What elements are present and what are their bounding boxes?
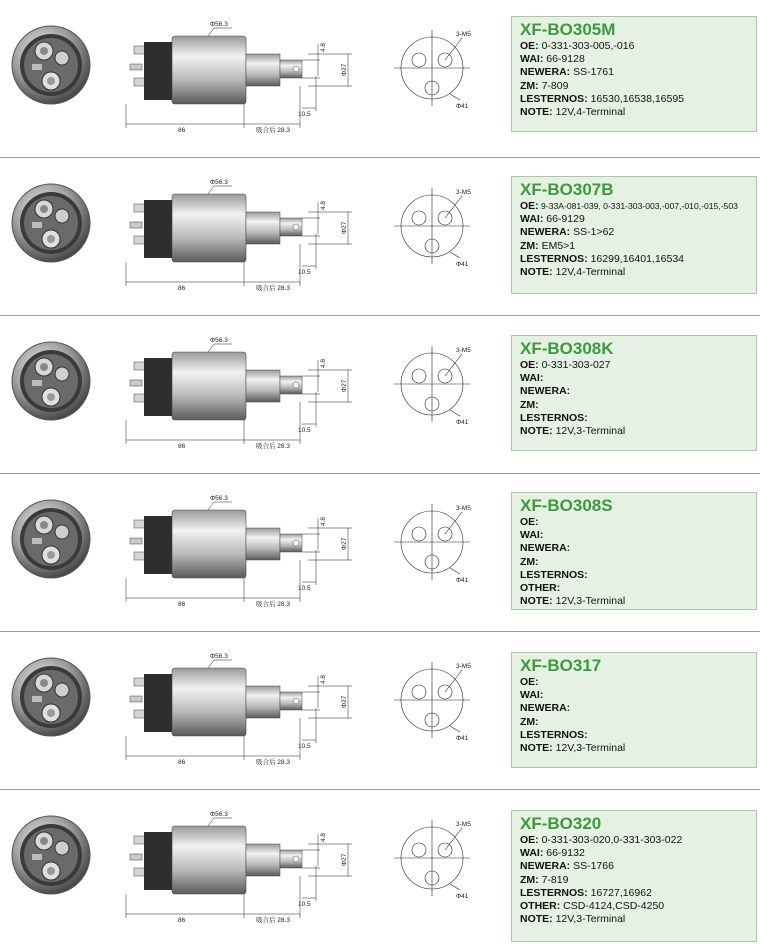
dim-flange: Φ27 [341,537,348,550]
dim-body-diameter: Φ56.3 [210,653,228,660]
spec-lesternos [520,729,756,742]
dim-plunger: 4.8 [320,674,327,684]
spec-label: NEWERA: [520,702,571,715]
spec-newera [520,702,756,715]
spec-label: NOTE: [520,106,553,119]
spec-value: 9-33A-081-039, 0-331-303-003,-007,-010,-015,-503 [538,201,738,211]
spec-value: 12V,4-Terminal [552,106,626,119]
spec-label: NEWERA: [520,66,571,79]
dim-pcd: Φ41 [456,419,469,426]
spec-oe [520,676,756,689]
dim-body-diameter: Φ56.3 [210,495,228,502]
spec-value: 0-331-303-027 [538,359,611,371]
product-info-box [511,176,757,294]
dim-stroke: 吸合后 28.3 [256,917,290,924]
spec-newera [520,385,756,398]
spec-label: ZM: [520,79,539,92]
spec-newera [520,860,756,873]
spec-zm [520,556,756,569]
spec-lesternos [520,93,756,106]
product-info-box [511,335,757,451]
spec-label: OE: [520,676,539,688]
spec-note [520,266,756,279]
spec-label: ZM: [520,715,539,728]
terminal-layout-diagram [392,648,474,748]
dim-flange: Φ27 [341,379,348,392]
product-row [0,158,760,316]
product-info-box [511,492,757,610]
spec-wai [520,847,756,860]
solenoid-side-drawing [120,174,360,296]
dim-holes: 3-M5 [456,31,471,38]
dim-tip: 10.5 [298,743,311,750]
dim-plunger: 4.8 [320,832,327,842]
spec-value: 16727,16962 [587,886,652,899]
spec-other [520,900,756,913]
spec-label: ZM: [520,555,539,568]
dim-flange: Φ27 [341,853,348,866]
dim-pcd: Φ41 [456,103,469,110]
dim-holes: 3-M5 [456,189,471,196]
spec-label: ZM: [520,398,539,411]
dim-flange: Φ27 [341,221,348,234]
spec-value: SS-1>62 [570,226,615,239]
spec-label: NOTE: [520,425,553,438]
spec-label: OE: [520,516,539,528]
spec-label: OE: [520,200,539,212]
spec-note [520,425,756,438]
spec-label: NEWERA: [520,542,571,555]
dim-body-diameter: Φ56.3 [210,811,228,818]
model-number: XF-BO317 [520,656,602,675]
spec-oe [520,200,756,213]
dim-length: 86 [178,917,186,924]
dim-stroke: 吸合后 28.3 [256,127,290,134]
spec-value: 12V,3-Terminal [552,425,626,438]
spec-label: LESTERNOS: [520,886,588,899]
dim-pcd: Φ41 [456,735,469,742]
spec-label: OE: [520,359,539,371]
spec-label: WAI: [520,529,544,542]
spec-list [520,516,756,608]
spec-label: NOTE: [520,266,553,279]
spec-value: 12V,3-Terminal [552,742,626,755]
spec-value: 0-331-303-020,0-331-303-022 [538,834,683,846]
solenoid-side-drawing [120,16,360,138]
solenoid-side-drawing [120,806,360,928]
spec-newera [520,226,756,239]
spec-list [520,40,756,119]
dim-tip: 10.5 [298,901,311,908]
dim-length: 86 [178,285,186,292]
dim-body-diameter: Φ56.3 [210,179,228,186]
spec-lesternos [520,887,756,900]
spec-newera [520,66,756,79]
solenoid-front-photo [10,498,92,580]
spec-label: NOTE: [520,595,553,608]
solenoid-side-drawing [120,490,360,612]
dim-plunger: 4.8 [320,516,327,526]
spec-value: SS-1761 [570,66,614,79]
dim-tip: 10.5 [298,427,311,434]
spec-value: 16530,16538,16595 [587,92,685,105]
spec-note [520,106,756,119]
spec-label: WAI: [520,372,544,385]
spec-label: OE: [520,40,539,52]
solenoid-side-drawing [120,332,360,454]
solenoid-front-photo [10,814,92,896]
terminal-layout-diagram [392,16,474,116]
spec-label: NOTE: [520,742,553,755]
product-info-box [511,652,757,768]
spec-value: 66-9128 [543,53,585,66]
dim-flange: Φ27 [341,695,348,708]
solenoid-front-photo [10,656,92,738]
spec-label: LESTERNOS: [520,568,588,581]
spec-label: OE: [520,834,539,846]
terminal-layout-diagram [392,174,474,274]
spec-label: OTHER: [520,582,561,595]
spec-oe [520,359,756,372]
dim-holes: 3-M5 [456,663,471,670]
model-number: XF-BO305M [520,20,616,39]
dim-pcd: Φ41 [456,261,469,268]
spec-oe [520,40,756,53]
product-row [0,632,760,790]
dim-stroke: 吸合后 28.3 [256,443,290,450]
spec-value: 16299,16401,16534 [587,252,685,265]
spec-other [520,582,756,595]
dim-holes: 3-M5 [456,347,471,354]
dim-length: 86 [178,601,186,608]
spec-wai [520,529,756,542]
dim-holes: 3-M5 [456,505,471,512]
spec-label: WAI: [520,53,544,66]
dim-pcd: Φ41 [456,577,469,584]
dim-plunger: 4.8 [320,42,327,52]
spec-label: WAI: [520,847,544,860]
spec-label: NOTE: [520,913,553,926]
spec-label: LESTERNOS: [520,728,588,741]
dim-plunger: 4.8 [320,200,327,210]
dim-body-diameter: Φ56.3 [210,21,228,28]
spec-value: CSD-4124,CSD-4250 [560,900,665,913]
dim-stroke: 吸合后 28.3 [256,759,290,766]
spec-note [520,595,756,608]
spec-note [520,742,756,755]
solenoid-side-drawing [120,648,360,770]
dim-tip: 10.5 [298,269,311,276]
spec-oe [520,834,756,847]
spec-value: SS-1766 [570,860,614,873]
spec-list [520,359,756,438]
spec-zm [520,399,756,412]
spec-zm [520,874,756,887]
spec-label: LESTERNOS: [520,252,588,265]
spec-label: LESTERNOS: [520,411,588,424]
spec-label: NEWERA: [520,226,571,239]
spec-list [520,834,756,926]
spec-wai [520,372,756,385]
terminal-layout-diagram [392,490,474,590]
solenoid-front-photo [10,182,92,264]
product-row [0,316,760,474]
spec-value: 66-9129 [543,213,585,226]
dim-tip: 10.5 [298,111,311,118]
spec-label: ZM: [520,873,539,886]
spec-newera [520,542,756,555]
product-row [0,0,760,158]
dim-tip: 10.5 [298,585,311,592]
product-row [0,474,760,632]
spec-oe [520,516,756,529]
terminal-layout-diagram [392,332,474,432]
dim-length: 86 [178,127,186,134]
dim-stroke: 吸合后 28.3 [256,285,290,292]
dim-pcd: Φ41 [456,893,469,900]
spec-label: WAI: [520,213,544,226]
spec-label: NEWERA: [520,385,571,398]
spec-lesternos [520,253,756,266]
spec-list [520,200,756,279]
spec-zm [520,716,756,729]
product-info-box [511,16,757,132]
spec-value: 0-331-303-005,-016 [538,40,635,52]
model-number: XF-BO307B [520,180,614,199]
spec-lesternos [520,412,756,425]
dim-body-diameter: Φ56.3 [210,337,228,344]
spec-value: 12V,4-Terminal [552,266,626,279]
spec-label: LESTERNOS: [520,92,588,105]
solenoid-front-photo [10,24,92,106]
dim-flange: Φ27 [341,63,348,76]
spec-lesternos [520,569,756,582]
spec-label: OTHER: [520,900,561,913]
spec-zm [520,240,756,253]
product-row [0,790,760,948]
spec-value: 7-819 [538,873,569,886]
dim-holes: 3-M5 [456,821,471,828]
spec-value: 12V,3-Terminal [552,595,626,608]
spec-label: WAI: [520,689,544,702]
spec-list [520,676,756,755]
spec-value: 12V,3-Terminal [552,913,626,926]
spec-label: NEWERA: [520,860,571,873]
solenoid-front-photo [10,340,92,422]
spec-wai [520,689,756,702]
dim-length: 86 [178,443,186,450]
spec-value: 7-809 [538,79,569,92]
spec-zm [520,80,756,93]
product-info-box [511,810,757,942]
dim-length: 86 [178,759,186,766]
spec-value: 66-9132 [543,847,585,860]
spec-wai [520,213,756,226]
model-number: XF-BO308K [520,339,614,358]
terminal-layout-diagram [392,806,474,906]
model-number: XF-BO308S [520,496,613,515]
dim-stroke: 吸合后 28.3 [256,601,290,608]
spec-note [520,913,756,926]
spec-wai [520,53,756,66]
dim-plunger: 4.8 [320,358,327,368]
spec-label: ZM: [520,239,539,252]
model-number: XF-BO320 [520,814,602,833]
spec-value: EM5>1 [538,239,576,252]
